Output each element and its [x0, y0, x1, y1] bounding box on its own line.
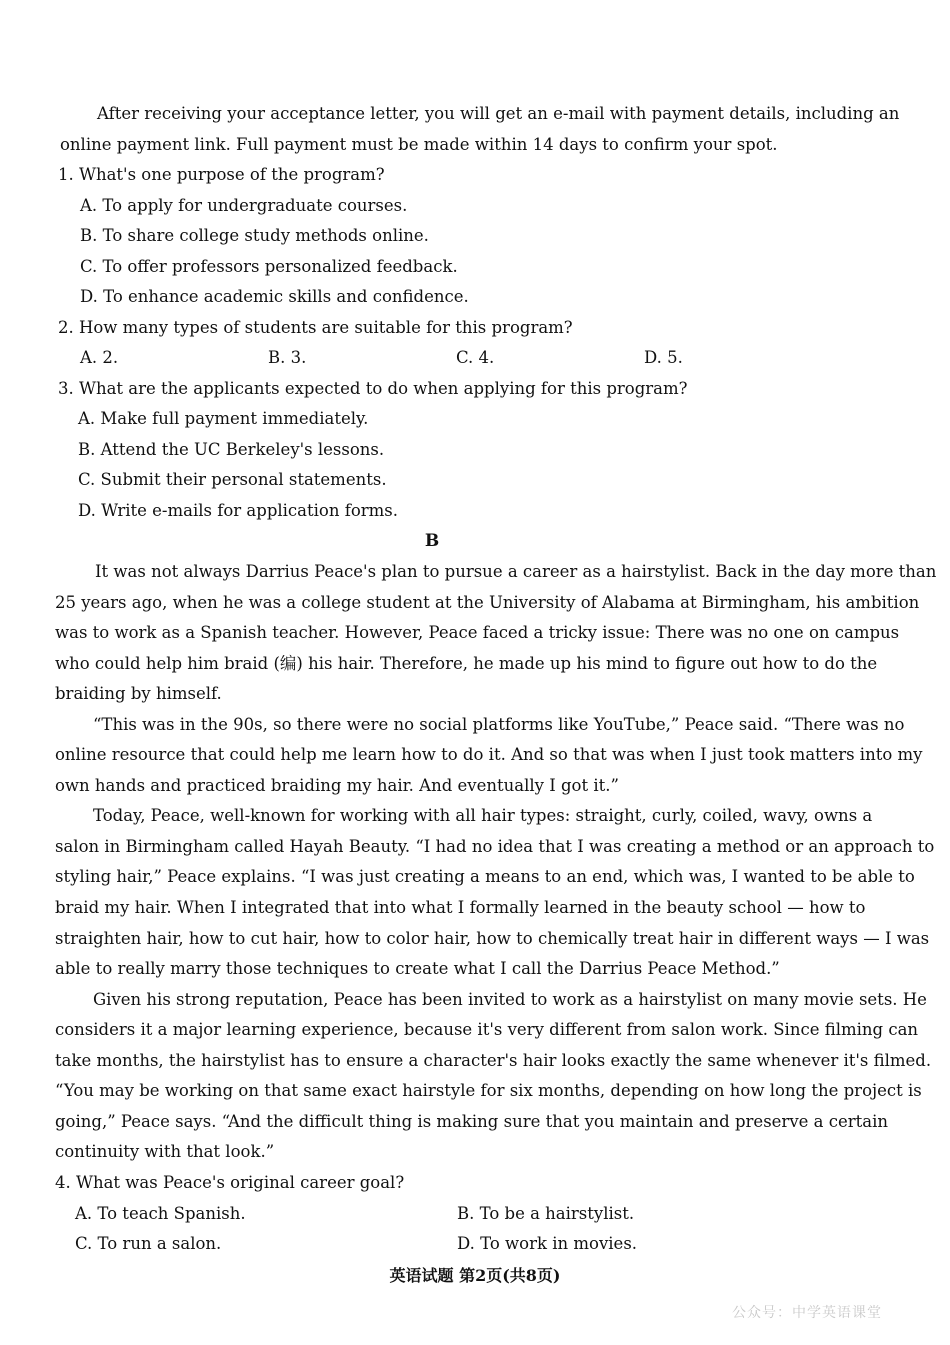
question-3-option-a: A. Make full payment immediately. — [78, 409, 369, 428]
question-4-option-a: A. To teach Spanish. — [75, 1204, 246, 1223]
passage-p3-line-1: Today, Peace, well-known for working with all hair types: straight, curly, coiled, wavy, owns a — [93, 806, 873, 825]
passage-p3-line-4: braid my hair. When I integrated that into what I formally learned in the beauty school — how to — [55, 898, 866, 917]
passage-p3-line-5: straighten hair, how to cut hair, how to color hair, how to chemically treat hair in different ways — I was — [55, 929, 930, 948]
page-footer: 英语试题 第2页(共8页) — [389, 1266, 561, 1285]
passage-p4-line-4: “You may be working on that same exact hairstyle for six months, depending on how long the project is — [55, 1081, 922, 1100]
passage-p2-line-2: online resource that could help me learn how to do it. And so that was when I just took matters into my — [55, 745, 923, 764]
question-4-option-c: C. To run a salon. — [75, 1234, 222, 1253]
passage-p3-line-3: styling hair,” Peace explains. “I was just creating a means to an end, which was, I wanted to be able to — [55, 867, 915, 886]
passage-p4-line-5: going,” Peace says. “And the difficult thing is making sure that you maintain and preserve a certain — [55, 1112, 888, 1131]
question-3-option-d: D. Write e-mails for application forms. — [78, 501, 399, 520]
question-1-option-b: B. To share college study methods online. — [80, 226, 429, 245]
passage-p2-line-1: “This was in the 90s, so there were no social platforms like YouTube,” Peace said. “There was no — [93, 715, 905, 734]
question-2-stem: 2. How many types of students are suitable for this program? — [58, 318, 573, 337]
question-1-option-a: A. To apply for undergraduate courses. — [80, 196, 408, 215]
question-2-option-d: D. 5. — [644, 348, 683, 367]
passage-p1-line-5: braiding by himself. — [55, 684, 222, 703]
question-2-option-a: A. 2. — [80, 348, 119, 367]
question-4-option-d: D. To work in movies. — [457, 1234, 638, 1253]
passage-p1-line-1: It was not always Darrius Peace's plan to pursue a career as a hairstylist. Back in the day more than — [95, 562, 937, 581]
question-1-stem: 1. What's one purpose of the program? — [58, 165, 385, 184]
question-4-option-b: B. To be a hairstylist. — [457, 1204, 635, 1223]
passage-p1-line-4: who could help him braid (编) his hair. Therefore, he made up his mind to figure out how to do the — [55, 654, 878, 673]
intro-line-2: online payment link. Full payment must be made within 14 days to confirm your spot. — [60, 135, 778, 154]
question-1-option-c: C. To offer professors personalized feedback. — [80, 257, 458, 276]
passage-p3-line-6: able to really marry those techniques to create what I call the Darrius Peace Method.” — [55, 959, 780, 978]
passage-p1-line-2: 25 years ago, when he was a college student at the University of Alabama at Birmingham, his ambition — [55, 593, 920, 612]
passage-p4-line-6: continuity with that look.” — [55, 1142, 275, 1161]
passage-p4-line-2: considers it a major learning experience, because it's very different from salon work. Since filming can — [55, 1020, 919, 1039]
question-3-option-b: B. Attend the UC Berkeley's lessons. — [78, 440, 385, 459]
passage-p1-line-3: was to work as a Spanish teacher. However, Peace faced a tricky issue: There was no one on campus — [55, 623, 900, 642]
question-3-stem: 3. What are the applicants expected to do when applying for this program? — [58, 379, 688, 398]
intro-line-1: After receiving your acceptance letter, you will get an e-mail with payment details, including an — [97, 104, 900, 123]
passage-p4-line-1: Given his strong reputation, Peace has been invited to work as a hairstylist on many movie sets. He — [93, 990, 927, 1009]
passage-p2-line-3: own hands and practiced braiding my hair. And eventually I got it.” — [55, 776, 619, 795]
watermark-text: 公众号：中学英语课堂 — [732, 1305, 882, 1321]
question-1-option-d: D. To enhance academic skills and confidence. — [80, 287, 469, 306]
question-2-option-c: C. 4. — [456, 348, 495, 367]
section-b-title: B — [424, 531, 440, 551]
question-3-option-c: C. Submit their personal statements. — [78, 470, 387, 489]
passage-p3-line-2: salon in Birmingham called Hayah Beauty. “I had no idea that I was creating a method or an approach to — [55, 837, 935, 856]
question-2-option-b: B. 3. — [268, 348, 307, 367]
passage-p4-line-3: take months, the hairstylist has to ensure a character's hair looks exactly the same whenever it's filmed. — [55, 1051, 932, 1070]
question-4-stem: 4. What was Peace's original career goal? — [55, 1173, 405, 1192]
